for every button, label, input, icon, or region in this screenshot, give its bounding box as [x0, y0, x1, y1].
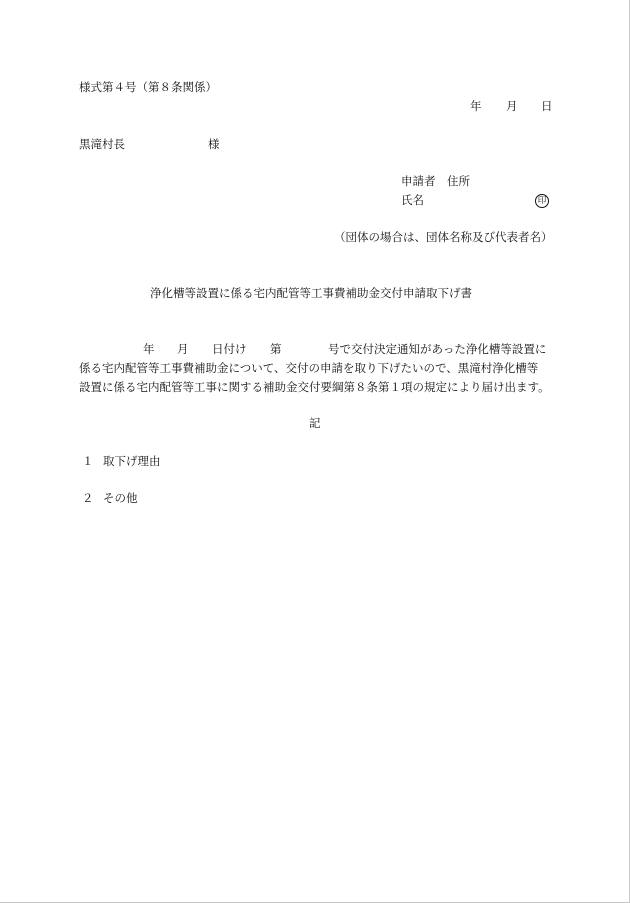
body-number-prefix: 第 — [270, 342, 282, 356]
date-month: 月 — [506, 99, 518, 113]
body-line-2: 係る宅内配管等工事費補助金について、交付の申請を取り下げたいので、黒滝村浄化槽等 — [79, 361, 539, 375]
item-number-1: １ — [82, 454, 94, 468]
date-year: 年 — [470, 99, 482, 113]
body-day: 日付け — [212, 342, 247, 356]
applicant-note: （団体の場合は、団体名称及び代表者名） — [334, 230, 553, 244]
body-month: 月 — [177, 342, 189, 356]
addressee-name: 黒滝村長 — [79, 137, 125, 151]
address-label: 住所 — [447, 174, 470, 188]
body-line-1-rest: 号で交付決定通知があった浄化槽等設置に — [328, 342, 547, 356]
item-text-2: その他 — [103, 491, 138, 505]
date-day: 日 — [541, 99, 553, 113]
applicant-label: 申請者 — [401, 174, 436, 188]
seal-mark — [535, 194, 549, 208]
ki-heading: 記 — [309, 416, 321, 430]
item-number-2: ２ — [82, 491, 94, 505]
name-label: 氏名 — [401, 193, 424, 207]
seal-icon: 印 — [535, 194, 549, 208]
item-text-1: 取下げ理由 — [103, 454, 161, 468]
document-title: 浄化槽等設置に係る宅内配管等工事費補助金交付申請取下げ書 — [150, 286, 472, 300]
body-line-3: 設置に係る宅内配管等工事に関する補助金交付要綱第８条第１項の規定により届け出ます。 — [79, 380, 550, 394]
body-year: 年 — [143, 342, 155, 356]
form-number: 様式第４号（第８条関係） — [79, 80, 217, 94]
addressee-honorific: 様 — [208, 137, 220, 151]
